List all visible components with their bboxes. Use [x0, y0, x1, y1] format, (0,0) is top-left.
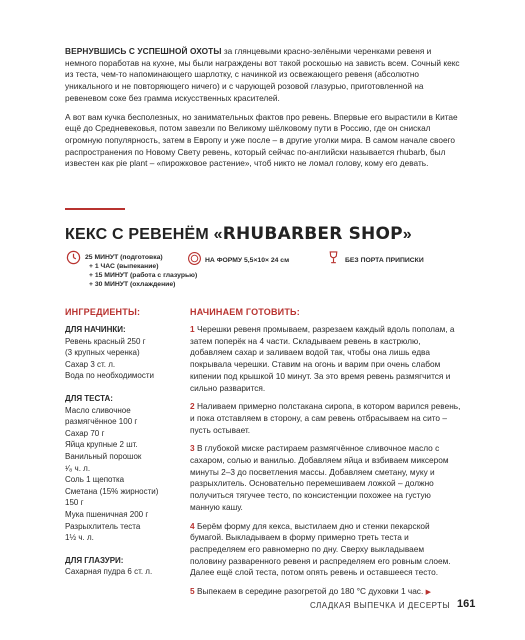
mold-size: НА ФОРМУ 5,5×10× 24 см	[205, 257, 290, 264]
ingredient-line: Сахар 70 г	[65, 428, 105, 438]
ingredient-line: Сметана (15% жирности)	[65, 486, 159, 496]
time-line: + 15 МИНУТ (работа с глазурью)	[89, 272, 198, 279]
ingredients-heading: ИНГРЕДИЕНТЫ:	[65, 307, 141, 317]
step	[190, 324, 462, 394]
step-text: Черешки ревеня промываем, разрезаем каждый вдоль пополам, а затем поперёк на 4 части. Складываем ревень в кастрюлю, добавляем сахар и заливаем водой так, чтобы она лишь едва покрывала черешки. Ставим на огонь и варим при очень слабом кипении под крышкой 10 минут. За это время ревень размягчится и сильно разварится.	[190, 324, 455, 393]
recipe-title	[65, 224, 412, 244]
step-number: 5	[190, 586, 195, 597]
ingredient-line: 150 г	[65, 498, 84, 508]
intro-lead: ВЕРНУВШИСЬ С УСПЕШНОЙ ОХОТЫ	[65, 46, 222, 56]
no-port-note: БЕЗ ПОРТА ПРИПИСКИ	[345, 257, 424, 264]
page-number: 161	[457, 598, 476, 610]
step-text: Берём форму для кекса, выстилаем дно и стенки пекарской бумагой. Выкладываем в форму примерно треть теста и распределяем его равномерно по дну. Сверху выкладываем половину разваренного ревеня и распределяем его ровным слоем. Далее ещё слой теста, потом опять ревень и оставшееся тесто.	[190, 520, 451, 578]
step	[190, 401, 462, 436]
ingredient-line: Вода по необходимости	[65, 371, 154, 381]
ingredient-line: размягчённое 100 г	[65, 417, 138, 427]
ingredient-line: Мука пшеничная 200 г	[65, 509, 149, 519]
step-text: Наливаем примерно полстакана сиропа, в котором варился ревень, и пока отставляем в сторону, а сам ревень отбрасываем на сито – пусть остывает.	[190, 401, 461, 435]
step-number: 1	[190, 324, 195, 334]
ingredient-line: Разрыхлитель теста	[65, 521, 141, 531]
ingredient-line: Ревень красный 250 г	[65, 336, 146, 346]
title-suffix: »	[402, 226, 412, 243]
intro-paragraph-1	[65, 46, 465, 105]
intro-paragraph-2: А вот вам кучка бесполезных, но занимательных фактов про ревень. Впервые его вырастили в Китае ещё до Средневековья, потом завезли по Великому шёлковому пути в Россию, где он снискал огромную популярность, затем в Европу и уже после – в другие уголки мира. В самом начале своего распространения по Новому Свету ревень, который сейчас по-английски называется rhubarb, был известен как pie plant – «пирожковое растение», чтоб никто не ломал голову, кому его девать.	[65, 111, 458, 169]
ingredient-line: ¹⁄₈ ч. л.	[65, 463, 91, 473]
footer-section-title: СЛАДКАЯ ВЫПЕЧКА И ДЕСЕРТЫ	[310, 601, 451, 610]
step	[190, 521, 462, 580]
method-steps	[190, 324, 462, 606]
ingredients-list	[65, 324, 185, 578]
time-info	[85, 253, 197, 289]
ingredient-line: Соль 1 щепотка	[65, 475, 125, 485]
plate-icon	[187, 251, 202, 266]
intro-text	[65, 46, 465, 177]
filling-heading: ДЛЯ НАЧИНКИ:	[65, 325, 126, 334]
time-line: + 1 ЧАС (выпекание)	[89, 263, 159, 270]
ingredient-line: (3 крупных черенка)	[65, 348, 140, 358]
dough-heading: ДЛЯ ТЕСТА:	[65, 393, 113, 403]
step-number: 2	[190, 401, 195, 412]
time-main: 25 МИНУТ (подготовка)	[85, 254, 163, 261]
ingredient-line: Сахарная пудра 6 ст. л.	[65, 567, 153, 577]
ingredient-line: Сахар 3 ст. л.	[65, 359, 116, 369]
step-text: Выпекаем в середине разогретой до 180 °С духовки 1 час.	[196, 586, 424, 597]
section-divider	[65, 208, 125, 210]
title-prefix: КЕКС С РЕВЕНЁМ «	[65, 226, 223, 243]
ingredient-line: Ванильный порошок	[65, 451, 142, 461]
ingredient-line: Яйца крупные 2 шт.	[65, 440, 138, 450]
step-text: В глубокой миске растираем размягчённое сливочное масло с сахаром, солью и ванилью. Добавляем яйца и взбиваем миксером минуты 2–3 до посветления массы. Добавляем сметану, муку и разрыхлитель. Основательно перемешиваем ложкой – должно получиться тягучее тесто, по консистенции похожее на густую манную кашу.	[190, 443, 449, 512]
wine-glass-icon	[326, 250, 341, 265]
glaze-heading: ДЛЯ ГЛАЗУРИ:	[65, 555, 124, 565]
continue-arrow-icon: ▶	[425, 589, 431, 597]
title-name: RHUBARBER SHOP	[222, 224, 403, 244]
intro-p1-text: за глянцевыми красно-зелёными черенками ревеня и немного поработав на кухне, мы были награждены вот такой роскошью на зависть всем. Сочный кекс из теста, чем-то напоминающего шарлотку, с начинкой из освежающего ревеня (абсолютно уникального и не повторяющего ничего) и с чарующей розовой глазурью, приготовленной на ревеневом соке без грамма искусственных красителей.	[65, 46, 460, 103]
step-number: 4	[190, 520, 195, 531]
method-heading: НАЧИНАЕМ ГОТОВИТЬ:	[190, 307, 300, 317]
step	[190, 443, 462, 513]
ingredient-line: Масло сливочное	[65, 405, 131, 415]
ingredient-line: 1½ ч. л.	[65, 533, 94, 543]
step-number: 3	[190, 443, 195, 454]
time-line: + 30 МИНУТ (охлаждение)	[89, 281, 176, 288]
step	[190, 586, 462, 599]
clock-icon	[66, 250, 81, 265]
